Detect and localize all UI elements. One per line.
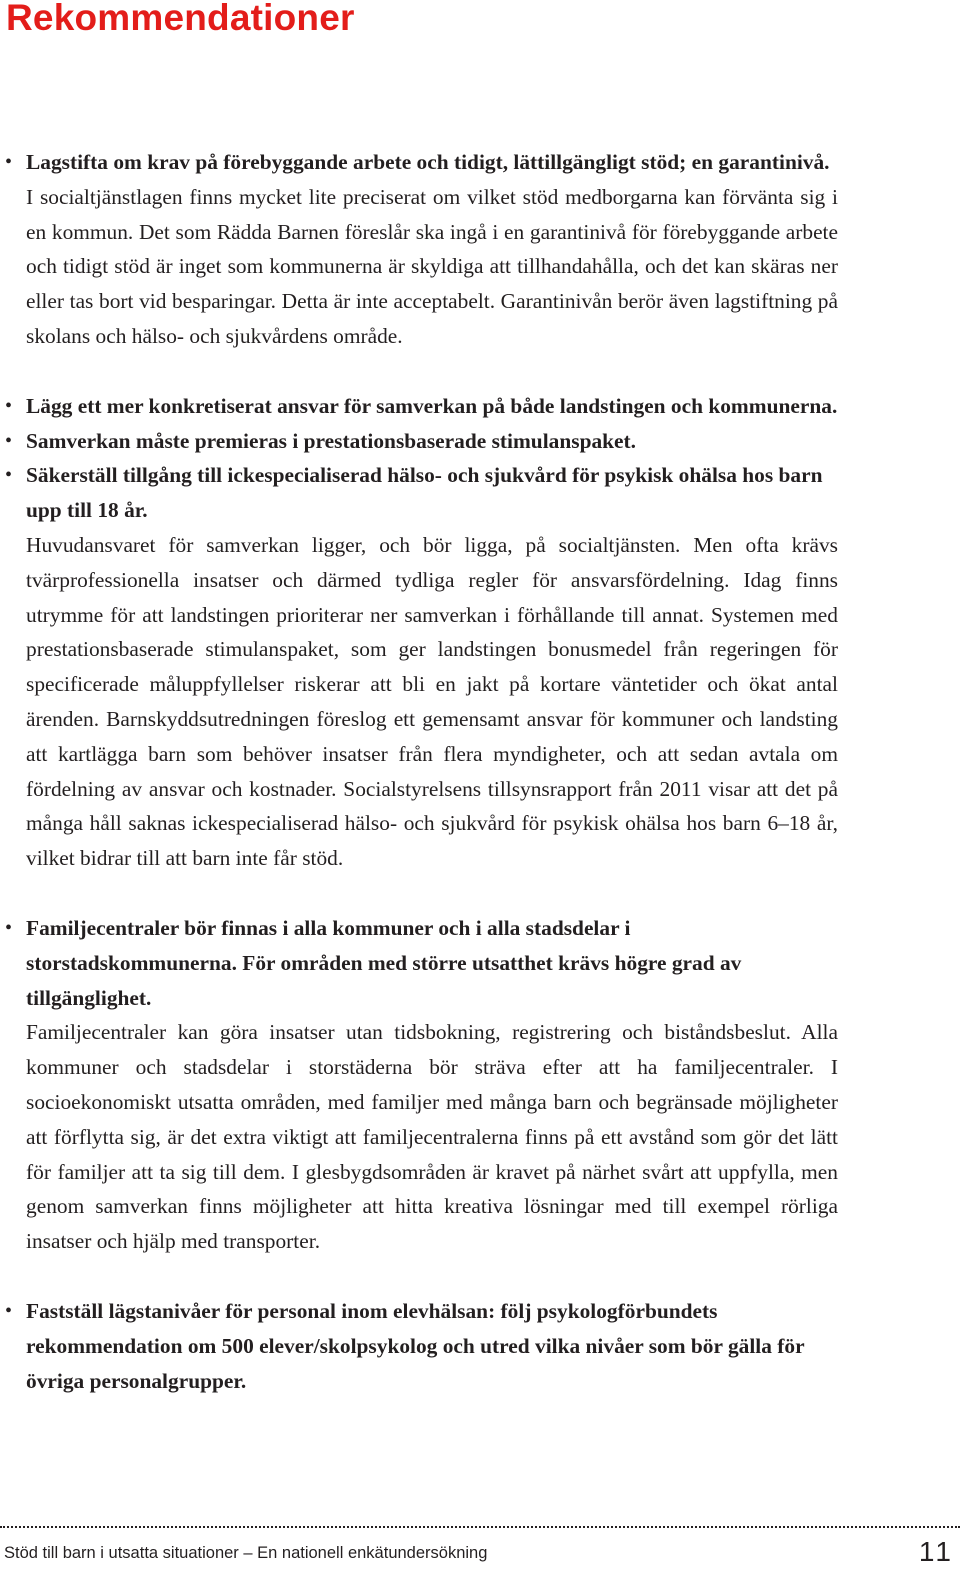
page-number: 11 — [918, 1536, 954, 1567]
recommendation-heading: Lagstifta om krav på förebyggande arbete och tidigt, lättillgängligt stöd; en garantinivå. — [26, 150, 830, 174]
recommendation-heading: Säkerställ tillgång till ickespecialiserad hälso- och sjukvård för psykisk ohälsa hos barn upp till 18 år. — [26, 463, 823, 523]
recommendation-heading: Fastställ lägstanivåer för personal inom elevhälsan: följ psykologförbundets rekommendation om 500 elever/skolpsykolog och utred vilka nivåer som bör gälla för övriga personalgrupper. — [26, 1298, 805, 1393]
recommendation-heading: Familjecentraler bör finnas i alla kommuner och i alla stadsdelar i storstadskommunerna. För områden med större utsatthet krävs högre grad av tillgänglighet. — [26, 915, 742, 1010]
bullet-icon: • — [5, 394, 13, 417]
bullet-icon: • — [5, 429, 13, 452]
footer-publication-title: Stöd till barn i utsatta situationer – En nationell enkätundersökning — [4, 1544, 488, 1562]
recommendation-body: Huvudansvaret för samverkan ligger, och bör ligga, på socialtjänsten. Men ofta krävs tvärprofessionella insatser och därmed tydliga regler för ansvarsfördelning. Idag finns utrymme för att landstingen prioriterar ner samverkan i förhållande till annat. Systemen med prestationsbaserade stimulanspaket, som ger landstingen bonusmedel från regeringen för specificerade måluppfyllelser riskerar att bli en jakt på kortare väntetider och ökat antal ärenden. Barnskyddsutredningen föreslog ett gemensamt ansvar för kommuner och landsting att kartlägga barn som behöver insatser från flera myndigheter, och att sedan avtala om fördelning av ansvar och kostnader. Socialstyrelsens tillsynsrapport från 2011 visar att det på många håll saknas ickespecialiserad hälso- och sjukvård för psykisk ohälsa hos barn 6–18 år, vilket bidrar till att barn inte får stöd. — [26, 532, 838, 871]
bullet-icon: • — [5, 464, 13, 487]
recommendation-item — [0, 389, 960, 424]
recommendation-item — [0, 1294, 960, 1398]
recommendation-body: I socialtjänstlagen finns mycket lite preciserat om vilket stöd medborgarna kan förvänta sig i en kommun. Det som Rädda Barnen föreslår ska ingå i en garantinivå för förebyggande arbete och tidigt stöd är inget som kommunerna är skyldiga att tillhandahålla, och det kan skäras ner eller tas bort vid besparingar. Detta är inte acceptabelt. Garantinivån berör även lagstiftning på skolans och hälso- och sjukvårdens område. — [26, 184, 838, 348]
recommendation-item — [0, 145, 960, 354]
footer-divider — [0, 1526, 960, 1528]
page-title: Rekommendationer — [6, 0, 355, 38]
recommendation-item — [0, 458, 960, 876]
recommendation-list — [0, 145, 960, 1398]
bullet-icon: • — [5, 151, 13, 173]
recommendation-item — [0, 424, 960, 459]
bullet-icon: • — [5, 1299, 13, 1322]
recommendation-item — [0, 911, 960, 1259]
recommendation-heading: Lägg ett mer konkretiserat ansvar för samverkan på både landstingen och kommunerna. — [26, 393, 838, 418]
recommendation-body: Familjecentraler kan göra insatser utan tidsbokning, registrering och biståndsbeslut. Alla kommuner och stadsdelar i storstäderna bör sträva efter att ha familjecentraler. I socioekonomiskt utsatta områden, med familjer med många barn och begränsade möjligheter att förflytta sig, är det extra viktigt att familjecentralerna finns på ett avstånd som gör det lätt för familjer att ta sig till dem. I glesbygdsområden är kravet på närhet svårt att uppfylla, men genom samverkan finns möjligheter att hitta kreativa lösningar med till exempel rörliga insatser och hjälp med transporter. — [26, 1020, 838, 1254]
bullet-icon: • — [5, 916, 13, 939]
recommendation-heading: Samverkan måste premieras i prestationsbaserade stimulanspaket. — [26, 428, 637, 453]
